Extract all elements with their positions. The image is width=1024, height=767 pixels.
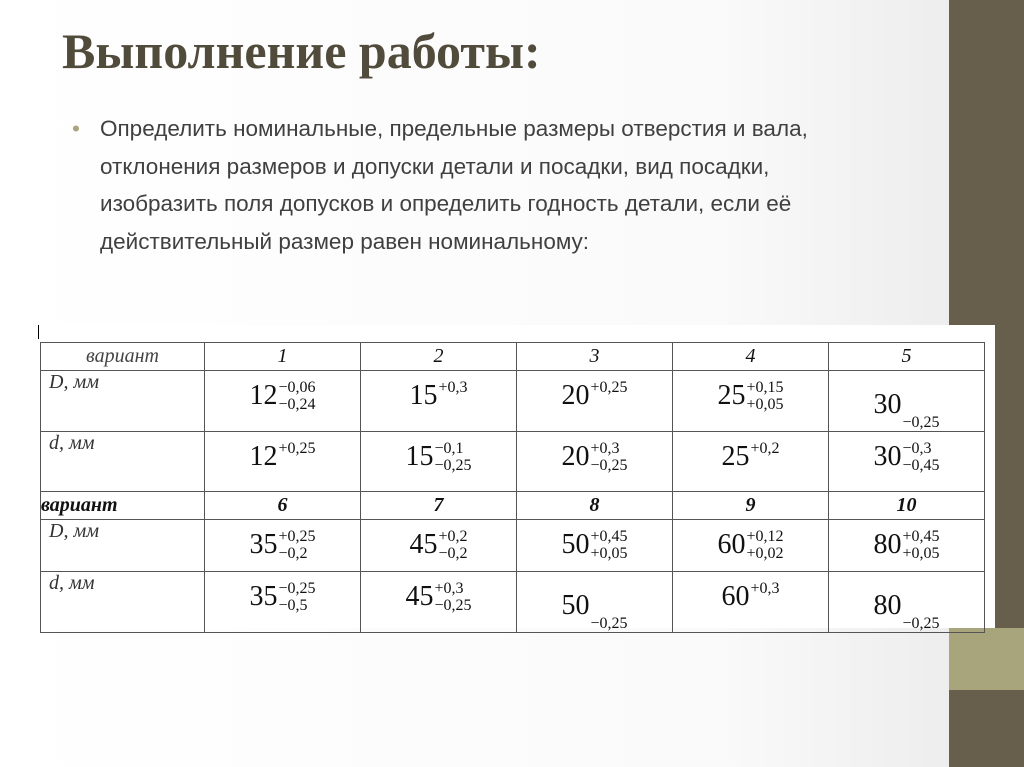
lower-deviation: +0,02 <box>746 545 784 562</box>
variant-label: вариант <box>41 343 205 371</box>
dimension-value <box>561 580 627 632</box>
bullet-item <box>72 110 872 260</box>
variant-number: 4 <box>673 343 829 371</box>
nominal-size: 30 <box>873 441 902 472</box>
dimension-value <box>721 580 779 614</box>
nominal-size: 35 <box>249 529 278 560</box>
upper-deviation: +0,2 <box>750 440 780 457</box>
variant-header-row <box>41 343 985 371</box>
deviation-stack <box>590 598 627 632</box>
bullet-text: Определить номинальные, предельные размеры отверстия и вала, отклонения размеров и допуски детали и посадки, вид посадки, изобразить поля допусков и определить годность детали, если её действительный размер равен номинальному: <box>100 116 808 254</box>
row-label: d, мм <box>41 572 205 633</box>
upper-deviation: +0,3 <box>750 580 780 597</box>
upper-deviation: +0,45 <box>902 528 940 545</box>
deviation-stack <box>278 528 315 562</box>
dimension-cell <box>517 520 673 572</box>
deviation-stack <box>590 379 627 413</box>
deviation-stack <box>750 580 779 614</box>
nominal-size: 20 <box>561 380 590 411</box>
nominal-size: 15 <box>409 380 438 411</box>
deviation-stack <box>278 440 315 474</box>
row-label: D, мм <box>41 371 205 432</box>
nominal-size: 45 <box>409 529 438 560</box>
deviation-stack <box>750 440 779 474</box>
nominal-size: 60 <box>721 581 750 612</box>
lower-deviation: −0,25 <box>434 457 472 474</box>
dimension-value <box>717 528 783 562</box>
dimension-cell <box>361 371 517 432</box>
upper-deviation: +0,25 <box>590 379 628 396</box>
upper-deviation: +0,2 <box>438 528 468 545</box>
dimension-cell <box>829 432 985 492</box>
dimension-cell <box>673 371 829 432</box>
dimension-cell <box>205 572 361 633</box>
lower-deviation: −0,2 <box>278 545 308 562</box>
variant-number: 7 <box>361 492 517 520</box>
nominal-size: 12 <box>249 380 278 411</box>
variant-number: 3 <box>517 343 673 371</box>
row-label: d, мм <box>41 432 205 492</box>
upper-deviation: +0,3 <box>438 379 468 396</box>
variant-number: 2 <box>361 343 517 371</box>
lower-deviation: −0,24 <box>278 396 316 413</box>
lower-deviation: −0,45 <box>902 457 940 474</box>
variant-number: 5 <box>829 343 985 371</box>
dimension-cell <box>829 572 985 633</box>
upper-deviation <box>590 598 627 615</box>
table-row <box>41 572 985 633</box>
dimension-value <box>405 440 471 474</box>
upper-deviation <box>902 598 939 615</box>
lower-deviation: −0,5 <box>278 597 308 614</box>
nominal-size: 35 <box>249 581 278 612</box>
nominal-size: 25 <box>721 441 750 472</box>
variant-number: 9 <box>673 492 829 520</box>
upper-deviation: +0,3 <box>590 440 620 457</box>
dimension-cell <box>829 520 985 572</box>
variant-number: 6 <box>205 492 361 520</box>
upper-deviation: +0,3 <box>434 580 464 597</box>
deviation-stack <box>746 379 783 413</box>
dimension-cell <box>205 371 361 432</box>
dimension-value <box>873 440 939 474</box>
lower-deviation <box>750 457 779 474</box>
dimension-value <box>405 580 471 614</box>
nominal-size: 60 <box>717 529 746 560</box>
lower-deviation: +0,05 <box>590 545 628 562</box>
lower-deviation <box>750 597 779 614</box>
dimension-value <box>873 580 939 632</box>
dimension-cell <box>517 371 673 432</box>
dimension-cell <box>361 432 517 492</box>
dimension-value <box>561 528 627 562</box>
lower-deviation: −0,25 <box>434 597 472 614</box>
dimension-cell <box>361 572 517 633</box>
dimension-cell <box>205 432 361 492</box>
variant-header-row <box>41 492 985 520</box>
upper-deviation <box>902 397 939 414</box>
dimension-value <box>249 440 315 474</box>
deviation-stack <box>434 580 471 614</box>
nominal-size: 15 <box>405 441 434 472</box>
dimension-cell <box>673 520 829 572</box>
table-row <box>41 520 985 572</box>
upper-deviation: +0,25 <box>278 528 316 545</box>
nominal-size: 50 <box>561 590 590 621</box>
deviation-stack <box>902 528 939 562</box>
lower-deviation: +0,05 <box>902 545 940 562</box>
deviation-stack <box>278 580 315 614</box>
dimension-cell <box>517 572 673 633</box>
table-row <box>41 432 985 492</box>
table-row <box>41 371 985 432</box>
nominal-size: 30 <box>873 389 902 420</box>
upper-deviation: +0,45 <box>590 528 628 545</box>
nominal-size: 25 <box>717 380 746 411</box>
lower-deviation: −0,25 <box>902 615 940 632</box>
variant-number: 10 <box>829 492 985 520</box>
deviation-stack <box>902 397 939 431</box>
variant-label: вариант <box>41 492 205 520</box>
variant-number: 1 <box>205 343 361 371</box>
upper-deviation: +0,12 <box>746 528 784 545</box>
dimension-value <box>873 379 939 431</box>
bullet-icon: • <box>72 116 80 141</box>
cursor-mark <box>38 325 39 339</box>
upper-deviation: −0,06 <box>278 379 316 396</box>
deviation-stack <box>438 528 467 562</box>
upper-deviation: +0,15 <box>746 379 784 396</box>
dimension-cell <box>673 432 829 492</box>
dimension-value <box>721 440 779 474</box>
dimension-cell <box>361 520 517 572</box>
lower-deviation <box>438 396 467 413</box>
lower-deviation: −0,25 <box>902 414 940 431</box>
deviation-stack <box>746 528 783 562</box>
nominal-size: 80 <box>873 590 902 621</box>
lower-deviation <box>278 457 315 474</box>
dimension-value <box>249 379 315 413</box>
dimension-value <box>409 528 467 562</box>
deviation-stack <box>902 440 939 474</box>
deviation-stack <box>590 440 627 474</box>
dimension-cell <box>205 520 361 572</box>
dimension-cell <box>517 432 673 492</box>
nominal-size: 50 <box>561 529 590 560</box>
dimension-value <box>409 379 467 413</box>
lower-deviation <box>590 396 627 413</box>
row-label: D, мм <box>41 520 205 572</box>
variants-table <box>40 342 985 633</box>
nominal-size: 20 <box>561 441 590 472</box>
deviation-stack <box>434 440 471 474</box>
lower-deviation: −0,2 <box>438 545 468 562</box>
lower-deviation: −0,25 <box>590 615 628 632</box>
dimension-value <box>249 528 315 562</box>
upper-deviation: −0,3 <box>902 440 932 457</box>
deviation-stack <box>438 379 467 413</box>
deviation-stack <box>590 528 627 562</box>
dimension-value <box>561 440 627 474</box>
nominal-size: 45 <box>405 581 434 612</box>
nominal-size: 12 <box>249 441 278 472</box>
variant-number: 8 <box>517 492 673 520</box>
dimension-cell <box>829 371 985 432</box>
slide-title: Выполнение работы: <box>62 23 541 79</box>
upper-deviation: −0,1 <box>434 440 464 457</box>
lower-deviation: +0,05 <box>746 396 784 413</box>
dimension-value <box>561 379 627 413</box>
nominal-size: 80 <box>873 529 902 560</box>
dimension-value <box>717 379 783 413</box>
lower-deviation: −0,25 <box>590 457 628 474</box>
deviation-stack <box>278 379 315 413</box>
dimension-cell <box>673 572 829 633</box>
upper-deviation: −0,25 <box>278 580 316 597</box>
decorative-band <box>949 628 1024 690</box>
dimension-value <box>249 580 315 614</box>
deviation-stack <box>902 598 939 632</box>
dimension-value <box>873 528 939 562</box>
upper-deviation: +0,25 <box>278 440 316 457</box>
